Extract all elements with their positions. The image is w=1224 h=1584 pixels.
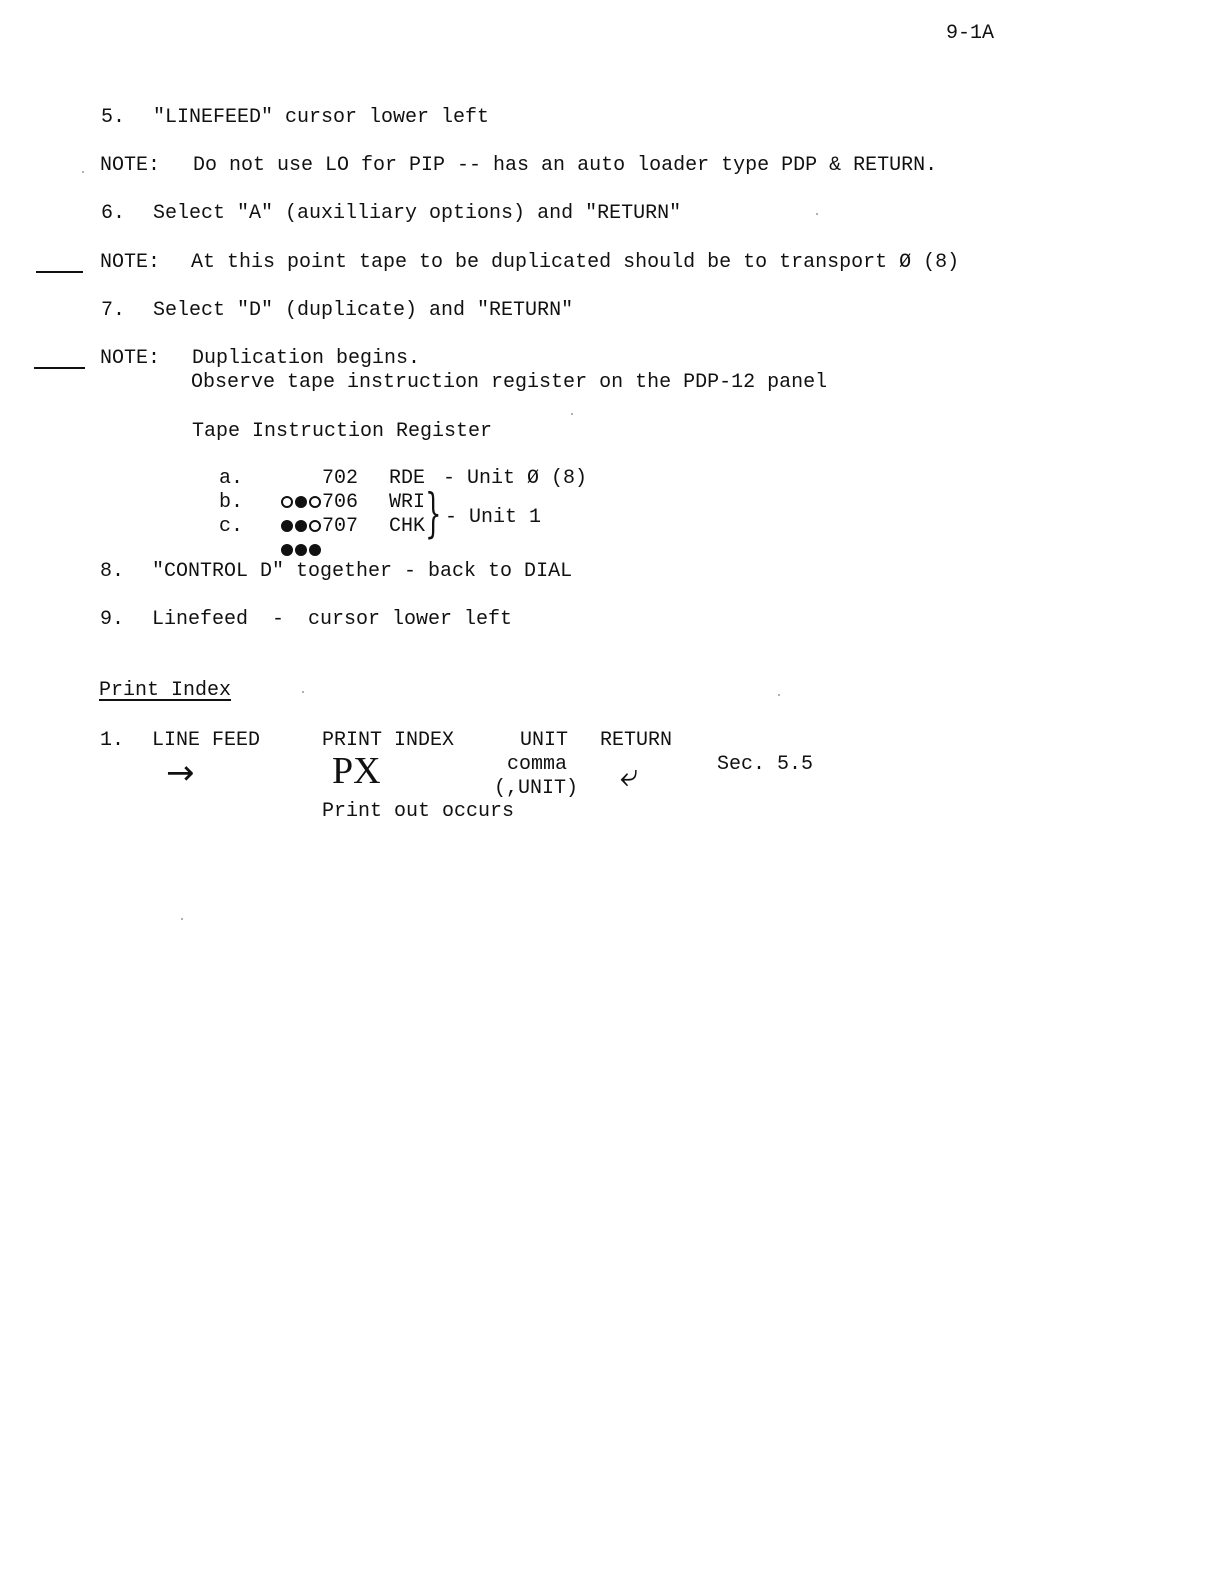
- brace-icon: }: [425, 484, 442, 544]
- column-print-index: PRINT INDEX: [322, 729, 455, 752]
- register-row-c-letter: c.: [219, 515, 244, 538]
- note-3-line-2: Observe tape instruction register on the PDP-12 panel: [191, 371, 828, 394]
- note-2-text: At this point tape to be duplicated should be to transport Ø (8): [191, 251, 960, 274]
- light-on-icon: [309, 544, 321, 556]
- column-unit: UNIT: [520, 729, 569, 752]
- step-5-number: 5.: [101, 106, 126, 129]
- register-row-a-letter: a.: [219, 467, 244, 490]
- register-row-c-mnemonic: CHK: [389, 515, 426, 538]
- note-3-label: NOTE:: [100, 347, 161, 370]
- px-command: PX: [332, 750, 381, 792]
- register-shared-unit: - Unit 1: [445, 506, 542, 529]
- margin-rule: [34, 367, 85, 369]
- register-row-b-code: 706: [322, 491, 359, 514]
- note-1-text: Do not use LO for PIP -- has an auto loader type PDP & RETURN.: [193, 154, 938, 177]
- unit-comma-label: comma: [507, 753, 568, 776]
- scan-speck: [302, 691, 304, 693]
- step-9-text: Linefeed - cursor lower left: [152, 608, 513, 631]
- register-row-b-mnemonic: WRI: [389, 491, 426, 514]
- page-number: 9-1A: [946, 22, 995, 45]
- register-row-a-code: 702: [322, 467, 359, 490]
- register-row-a-unit: - Unit Ø (8): [443, 467, 588, 490]
- step-7-number: 7.: [101, 299, 126, 322]
- scan-speck: [778, 694, 780, 696]
- register-title: Tape Instruction Register: [192, 420, 493, 443]
- step-9-number: 9.: [100, 608, 125, 631]
- register-row-c-code: 707: [322, 515, 359, 538]
- step-6-number: 6.: [101, 202, 126, 225]
- margin-rule: [36, 271, 83, 273]
- section-reference: Sec. 5.5: [717, 753, 814, 776]
- step-7-text: Select "D" (duplicate) and "RETURN": [153, 299, 574, 322]
- line-feed-arrow-icon: →: [166, 753, 195, 793]
- print-out-note: Print out occurs: [322, 800, 515, 823]
- step-5-text: "LINEFEED" cursor lower left: [153, 106, 490, 129]
- scan-speck: [181, 918, 183, 920]
- step-8-text: "CONTROL D" together - back to DIAL: [152, 560, 573, 583]
- light-on-icon: [295, 544, 307, 556]
- print-index-step-number: 1.: [100, 729, 125, 752]
- note-2-label: NOTE:: [100, 251, 161, 274]
- print-index-heading: Print Index: [99, 679, 232, 702]
- light-on-icon: [281, 544, 293, 556]
- register-row-b-letter: b.: [219, 491, 244, 514]
- return-key-icon: ⤶: [620, 756, 638, 794]
- note-3-line-1: Duplication begins.: [192, 347, 421, 370]
- step-8-number: 8.: [100, 560, 125, 583]
- note-1-label: NOTE:: [100, 154, 161, 177]
- register-row-c-lights: [256, 515, 322, 563]
- column-return: RETURN: [600, 729, 673, 752]
- scan-speck: [571, 413, 573, 415]
- scan-speck: [82, 171, 84, 173]
- scan-speck: [816, 213, 818, 215]
- unit-syntax: (,UNIT): [494, 777, 579, 800]
- step-6-text: Select "A" (auxilliary options) and "RETURN": [153, 202, 682, 225]
- column-line-feed: LINE FEED: [152, 729, 261, 752]
- register-row-a-mnemonic: RDE: [389, 467, 426, 490]
